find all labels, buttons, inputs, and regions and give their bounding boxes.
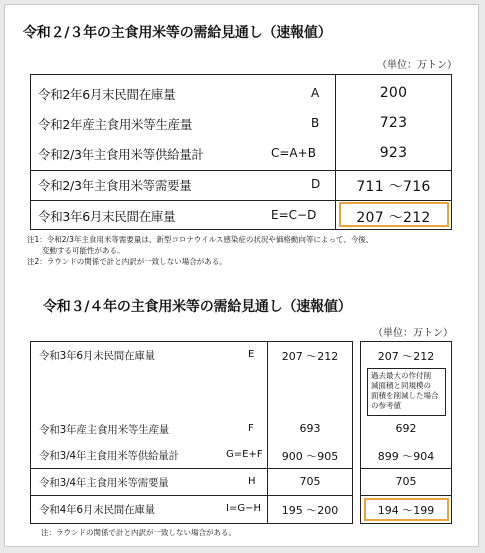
table2-row-label: 令和3/4年主食用米等供給量計 bbox=[39, 450, 179, 462]
table2-alt-row-divider bbox=[360, 495, 452, 496]
table2-row-value: 207 ～212 bbox=[281, 350, 339, 363]
table1-row-code: E=C−D bbox=[271, 208, 317, 222]
reduction-note-line: 過去最大の作付削 bbox=[371, 371, 431, 380]
table1-row-code: C=A+B bbox=[271, 146, 316, 160]
table1-row-value: 723 bbox=[379, 115, 408, 131]
table1-row-label: 令和2年産主食用米等生産量 bbox=[38, 117, 193, 132]
document-page bbox=[4, 4, 479, 547]
table2-row-divider bbox=[30, 495, 353, 496]
reduction-note-line: 面積を削減した場合 bbox=[371, 391, 439, 400]
table2-row-alt-value: 207 ～212 bbox=[377, 350, 435, 363]
section1-note: 注1：令和2/3年主食用米等需要量は、新型コロナウイルス感染症の状況や価格動向等によって、今後、 bbox=[27, 235, 374, 244]
table2-row-label: 令和3/4年主食用米等需要量 bbox=[39, 477, 169, 489]
section1-unit: （単位：万トン） bbox=[377, 60, 457, 71]
table2-alt-row-divider bbox=[360, 468, 452, 469]
table2-row-code: E bbox=[248, 349, 255, 360]
table2-row-alt-value: 194 ～199 bbox=[377, 504, 435, 517]
table1-row-value: 200 bbox=[379, 85, 408, 101]
table1-row-value: 711 ～716 bbox=[356, 179, 431, 195]
section1-note: 注2：ラウンドの関係で計と内訳が一致しない場合がある。 bbox=[27, 257, 227, 266]
table2-row-code: G=E+F bbox=[226, 449, 263, 460]
table2-row-alt-value: 899 ～904 bbox=[377, 450, 435, 463]
section2-note: 注：ラウンドの関係で計と内訳が一致しない場合がある。 bbox=[41, 528, 236, 537]
table2-row-code: F bbox=[248, 423, 254, 434]
table1-row-code: A bbox=[311, 86, 320, 100]
table1-row-divider bbox=[30, 200, 452, 201]
table2-row-label: 令和4年6月末民間在庫量 bbox=[39, 504, 155, 516]
table2-row-alt-value: 705 bbox=[395, 475, 417, 488]
section2-title: 令和３/４年の主食用米等の需給見通し（速報値） bbox=[43, 299, 352, 315]
table1-row-label: 令和3年6月末民間在庫量 bbox=[38, 209, 176, 224]
table2-row-label: 令和3年6月末民間在庫量 bbox=[39, 350, 155, 362]
table2-row-value: 900 ～905 bbox=[281, 450, 339, 463]
table2-row-value: 195 ～200 bbox=[281, 504, 339, 517]
table2-row-code: H bbox=[248, 476, 256, 487]
table2-row-value: 693 bbox=[299, 422, 321, 435]
table1-row-code: D bbox=[311, 177, 321, 191]
table2-row-divider bbox=[30, 468, 353, 469]
table1-row-value: 207 ～212 bbox=[356, 210, 431, 226]
table1-row-label: 令和2/3年主食用米等需要量 bbox=[38, 178, 192, 193]
table2-row-value: 705 bbox=[299, 475, 321, 488]
table1-row-label: 令和2/3年主食用米等供給量計 bbox=[38, 147, 204, 162]
table1-row-code: B bbox=[311, 116, 320, 130]
table2-row-label: 令和3年産主食用米等生産量 bbox=[39, 424, 170, 436]
table2-row-alt-value: 692 bbox=[395, 422, 417, 435]
table1-row-label: 令和2年6月末民間在庫量 bbox=[38, 87, 176, 102]
table1-row-value: 923 bbox=[379, 145, 408, 161]
reduction-note-line: の参考値 bbox=[371, 401, 401, 410]
section1-title: 令和２/３年の主食用米等の需給見通し（速報値） bbox=[23, 25, 332, 41]
table2-row-code: I=G−H bbox=[226, 503, 261, 514]
table1-row-divider bbox=[30, 170, 452, 171]
reduction-note-line: 減面積と同規模の bbox=[371, 381, 431, 390]
section1-note: 変動する可能性がある。 bbox=[27, 246, 125, 255]
section2-unit: （単位：万トン） bbox=[373, 328, 453, 339]
